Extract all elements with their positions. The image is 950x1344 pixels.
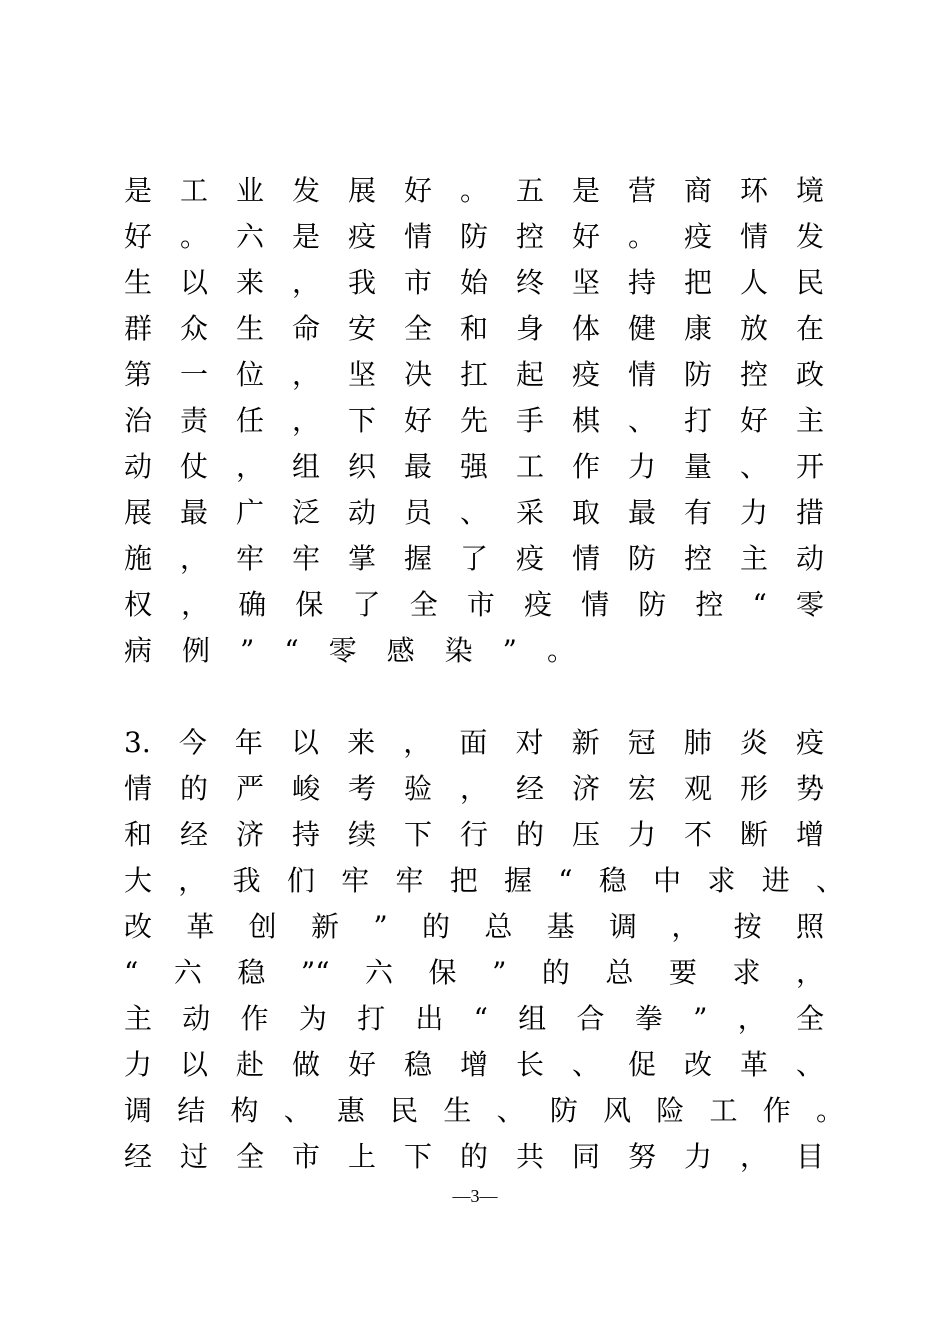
text-line: 调结构、惠民生、防风险工作。 xyxy=(124,1094,844,1127)
text-line: 经过全市上下的共同努力，目 xyxy=(124,1140,824,1173)
page-number: —3— xyxy=(452,1186,498,1206)
text-line: “六稳”“六保”的总要求， xyxy=(124,956,824,989)
text-line: 展最广泛动员、采取最有力措 xyxy=(124,496,824,529)
text-line: 情的严峻考验，经济宏观形势 xyxy=(124,772,824,805)
text-line: 大，我们牢牢把握“稳中求进、 xyxy=(124,864,844,897)
text-line: 主动作为打出“组合拳”，全 xyxy=(124,1002,824,1035)
text-line: 和经济持续下行的压力不断增 xyxy=(124,818,824,851)
text-line: 3.今年以来，面对新冠肺炎疫 xyxy=(124,726,824,759)
text-line: 力以赴做好稳增长、促改革、 xyxy=(124,1048,824,1081)
text-line: 病例”“零感染”。 xyxy=(124,634,605,667)
text-line: 是工业发展好。五是营商环境 xyxy=(124,174,824,207)
text-line: 好。六是疫情防控好。疫情发 xyxy=(124,220,824,253)
text-line: 动仗，组织最强工作力量、开 xyxy=(124,450,824,483)
text-line: 群众生命安全和身体健康放在 xyxy=(124,312,824,345)
text-line: 第一位，坚决扛起疫情防控政 xyxy=(124,358,824,391)
text-line: 治责任，下好先手棋、打好主 xyxy=(124,404,824,437)
text-line: 权，确保了全市疫情防控“零 xyxy=(124,588,824,621)
text-line: 施，牢牢掌握了疫情防控主动 xyxy=(124,542,824,575)
text-line: 生以来，我市始终坚持把人民 xyxy=(124,266,824,299)
text-line: 改革创新”的总基调，按照 xyxy=(124,910,824,943)
